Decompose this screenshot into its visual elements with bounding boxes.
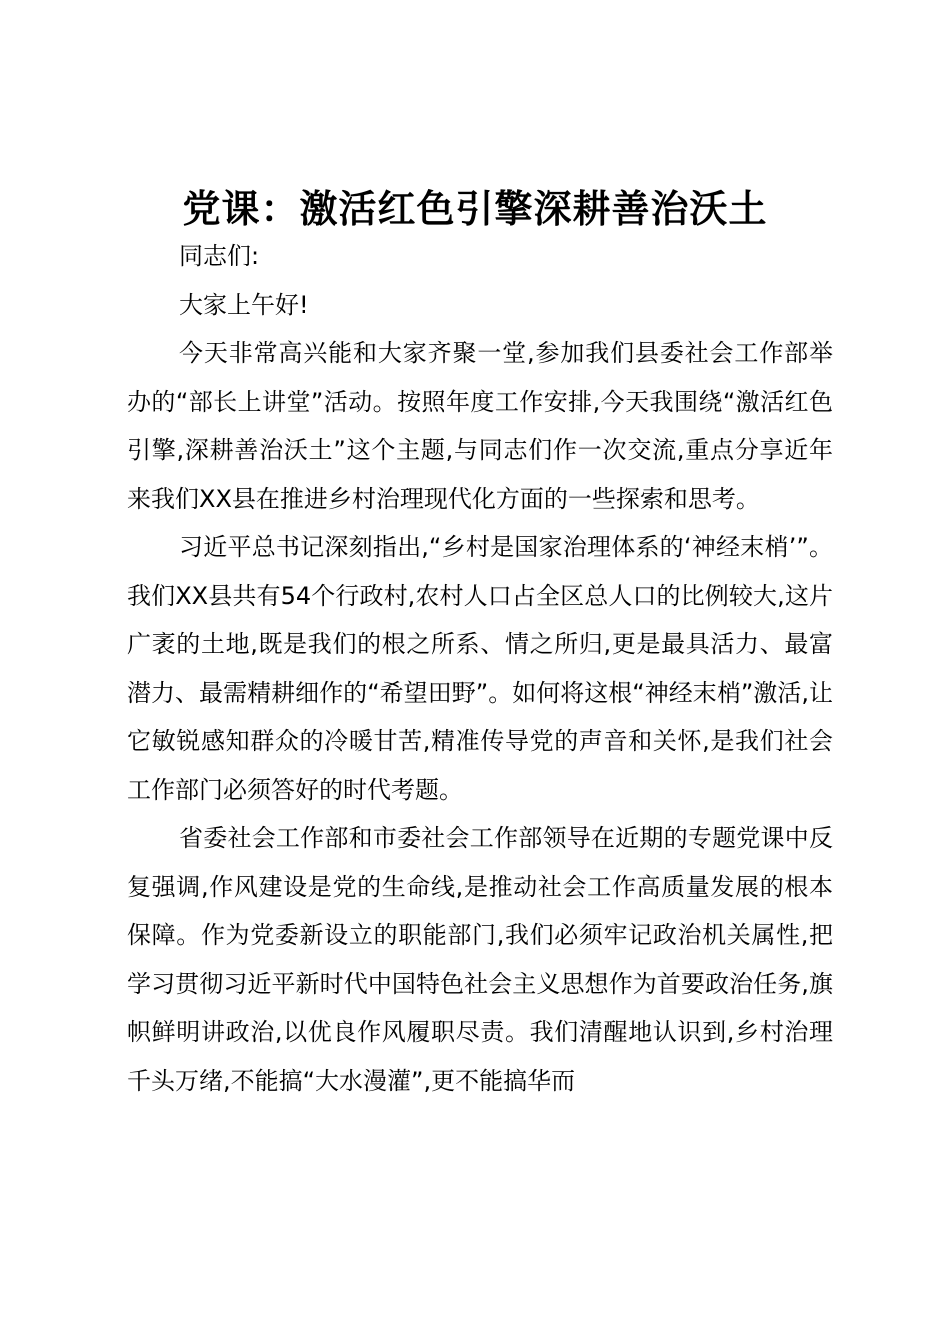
greeting: 大家上午好! [179, 290, 309, 319]
paragraph-1: 今天非常高兴能和大家齐聚一堂,参加我们县委社会工作部举办的“部长上讲堂”活动。按照年度工作安排,今天我围绕“激活红色引擎,深耕善治沃土”这个主题,与同志们作一次交流,重点分享近年来我们XX县在推进乡村治理现代化方面的一些探索和思考。 [127, 339, 833, 513]
document-body [127, 232, 833, 1105]
paragraph-2: 习近平总书记深刻指出,“乡村是国家治理体系的‘神经末梢’”。我们XX县共有54个行政村,农村人口占全区总人口的比例较大,这片广袤的土地,既是我们的根之所系、情之所归,更是最具活力、最富潜力、最需精耕细作的“希望田野”。如何将这根“神经末梢”激活,让它敏锐感知群众的冷暖甘苦,精准传导党的声音和关怀,是我们社会工作部门必须答好的时代考题。 [127, 533, 833, 804]
page-title: 党课：激活红色引擎深耕善治沃土 [182, 186, 768, 231]
salutation: 同志们: [179, 242, 260, 270]
paragraph-3: 省委社会工作部和市委社会工作部领导在近期的专题党课中反复强调,作风建设是党的生命线,是推动社会工作高质量发展的根本保障。作为党委新设立的职能部门,我们必须牢记政治机关属性,把学习贯彻习近平新时代中国特色社会主义思想作为首要政治任务,旗帜鲜明讲政治,以优良作风履职尽责。我们清醒地认识到,乡村治理千头万绪,不能搞“大水漫灌”,更不能搞华而 [127, 824, 833, 1095]
